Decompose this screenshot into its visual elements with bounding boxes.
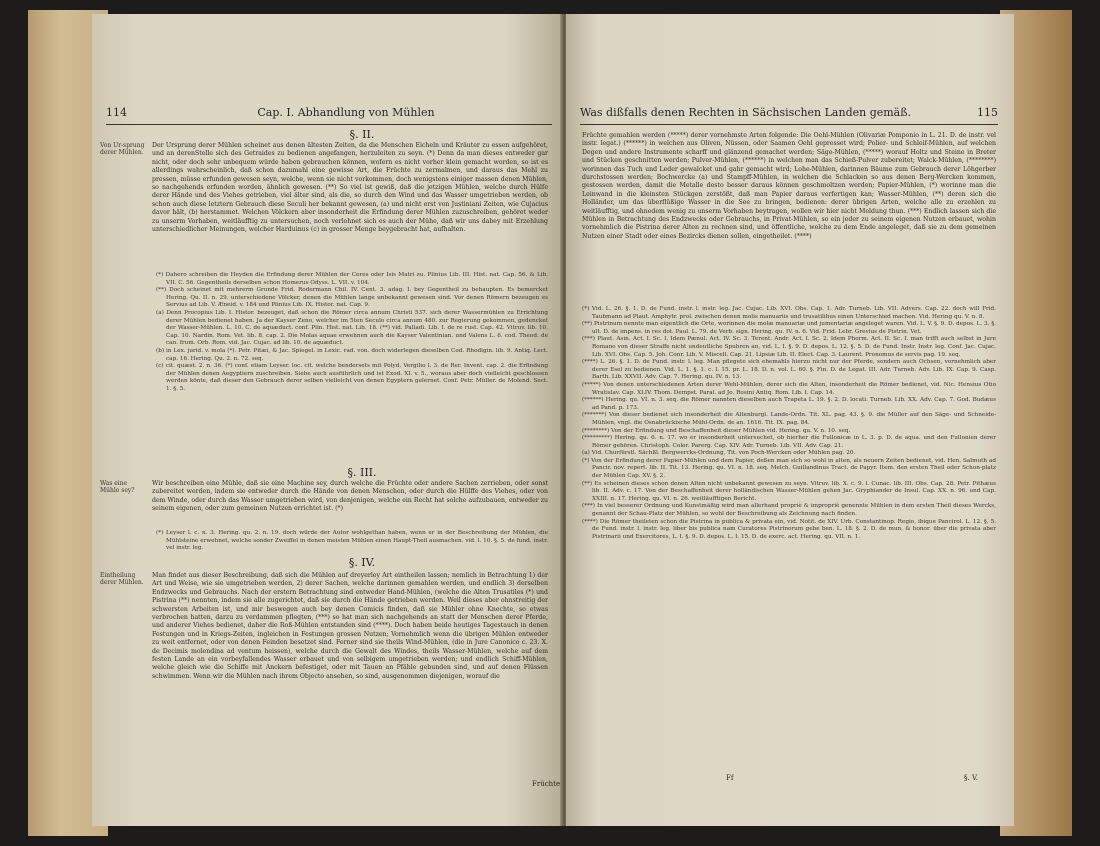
footnote: (*) Leyser l. c. n. 3. Hering. qu. 2. n. 19. doch würde der Autor wohlgethan haben, wenn er in der Beschreibung der Mühlen, die Mühlsteine erwehnet, welche sonder Zweiffel in denen meisten Mühlen einen Haupt-Theil ausmachen. vid. l. 10. §. 5. de fund. instr. vel instr. leg.: [156, 530, 548, 552]
catchword: §. V.: [964, 774, 979, 782]
running-title: Cap. I. Abhandlung von Mühlen: [257, 105, 435, 119]
footnote: (*) Von der Erfindung derer Papier-Mühlen und dem Papier, deßen man sich so wohl in alten, als neuern Zeiten bedienet, vid. Hen. Salmuth ad Pancir. nov. repert. lib. II. Tit. 13. Hering. qu. VI. n. 18. seq. Melch. Guillandinus Tract. de Papyr. Item. den ersten Theil oder Schon-platz der Mühlen Cap. XV. §. 2.: [582, 457, 996, 480]
page-number: 115: [977, 105, 998, 119]
footnote: (**) Pistrinum nennte man eigentlich die Orte, worinnen die molæ manuariæ und jumentariæ angeleget waren. Vid. L. V. §. 9. D. depos. L. 3. §. ult. D. de impens. in res dot. Paul. L. 79. de Verb. sign. Hering. qu. IV. n. 6. Vid. Frid. Lebr. Grevius de Pistrin. Vet.: [582, 321, 996, 335]
section-heading: §. III.: [347, 466, 377, 479]
header-rule: [580, 124, 998, 125]
left-page-header: [106, 102, 552, 122]
page-number: 114: [106, 105, 127, 119]
footnote: (*********) Hering. qu. 6. n. 17. wo er insonderheit untersuchet, ob hierher die Fullonicæ in L. 3. p. D. de aqua. und den Fullonien derer Römer gehören. Christoph. Coler. Parerg. Cap. XIV. Adr. Turneb. Lib. VII. Adv. Cap. 21.: [582, 435, 996, 449]
section-body-text: Wir beschreiben eine Mühle, daß sie eine Machine sey, durch welche die Früchte oder andere Sachen zerrieben, oder sonst zubereitet werden, indem sie entweder durch die Hände von denen Menschen, oder durch die Hülffe des Viehes, oder von dem Winde, oder durch das Wasser umgetrieben wird, von denjenigen, welche ein Recht hat solche aufzubauen, entweder zu seinem eigenen, oder zum gemeinen Nutzen errichtet ist. (*): [152, 480, 548, 513]
footnotes: [156, 530, 548, 556]
footnote: (*******) Von dieser bedienet sich insonderheit die Altenburgl. Lande-Ordn. Tit. XL. pag. 43. §. 9. die Müller auf den Säge- und Schneide-Mühlen, vngl. die Osnabrückische Mühl-Ordn. de an. 1616. Tit. IX. pag. 84.: [582, 412, 996, 426]
right-page: [566, 14, 1014, 826]
footnote: (b) in Lex. jurid. v. mola (*). Petr. Pitæi, & Jac. Spiegel. in Lexic. rad. von. doch widerlegen dieselben Cod. Rhodigin. lib. 9. Antiq. Lect. cap. 16. Hering. Qu. 2. n. 72. seq.: [156, 347, 548, 362]
footnote: (****) L. 26. §. 1. D. de Fund. instr. l. leg. Man pflegete sich ehemahls hierzu nicht nur der Pferde, sondern auch Ochsen, vornehmlich aber derer Esel zu bedienen. Vid. L. 1. §. 1. c. l. 15. pr. L. 18. D. n. vol. L. 60. §. Fin. D. de Legat. III. Adr. Turneb. Adv. Lib. IX. Cap. 9. Casp. Barth. Lib. XXVII. Adv. Cap. 7. Hering. qu. IV. n. 13.: [582, 359, 996, 381]
footnote: (**) Es scheinen dieses schon denen Alten nicht unbekannt gewesen zu seyn. Vitruv. lib. X. c. 9. l. Cunac. lib. III. Obs. Cap. 28. Petr. Pithæus lib. II. Adv. c. 17. Von der Beschaffenheit derer holländischen Wasser-Mühlen gehen Jac. Gryphiander de Insul. Cap. XX. n. 96. und Cap. XXIII. n. 17. Hering. qu. VI. n. 26. weitläufftigen Bericht.: [582, 480, 996, 502]
margin-note: Von Ur-sprung derer Mühlen.: [100, 142, 145, 156]
section-body-text: Man findet aus dieser Beschreibung, daß sich die Mühlen auf dreyerley Art eintheilen lassen; nemlich in Betrachtung 1) der Art und Weise, wie sie umgetrieben werden, 2) derer Sachen, welche darinnen gemahlen werden, und endlich 3) derselben Endzwecks und Gebrauchs. Nach der erstern Betrachtung sind entweder Hand-Mühlen, (welche die Alten Trusatiles (*) und Pistrina (**) nennten, indem sie alle zugerichtet, daß sie durch die Hände getrieben werden. Weil dieses aber ohnstreitig der schwersten Arbeiten ist, und mir beswegen auch bey denen Comicis finden, daß sie Mühler ohne Knechte, so etwas verbrochen hatten, darzu zu verdammen pflegten, (***) so hat man sich nachgehends an statt der Menschen derer Pferde, und anderer Viehes bedienet, daher die Roß-Mühlen entstanden sind (****). Doch haben beide heutiges Tagestauch in denen Festungen und in Kriegs-Zeiten, ingleichen in Festungen grossen Nutzen; Vornehmlich wenn die übrigen Mühlen entweder zu weit entfernet, oder von denen Feinden besetzet sind. Ferner sind sie theils Wind-Mühlen, (die in Jure Canonico c. 23. X. de Decimis molendina ad ventum heissen), welche durch die Gewalt des Windes, theils Wasser-Mühlen, welche auf dem festen Lande an ein vorbeyfallendes Wasser erbauet und von selbigem umgetrieben werden; und endlich Schiff-Mühlen, welche gleich wie die Schiffe mit Anckern befestiget, oder mit Tauen an Pfähle gebunden sind, und auf denen Flüssen schwimmen. Wenn wir die Mühlen nach ihrem Objecto ansehen, so sind, ausgenommen diejenigen, worauf die: [152, 572, 548, 680]
footnote: (*****) Von denen unterschiedenen Arten derer Wehl-Mühlen, derer sich die Alten, insonderheit die Römer bedienet, vid. Nic. Hensius Otio Wratislav. Cap. XLIV. Thom. Dempst. Paral. ad Jo. Rosini Antiq. Rom. Lib. I. Cap. 14.: [582, 381, 996, 396]
signature-mark: Ff: [726, 774, 734, 782]
footnote: (c) cit. quæst. 2. n. 36. (*) conf. etiam Leyser. loc. cit. welche bendersets mit Polyd. Vergilio l. 3. de Rer. Invent. cap. 2. die Erfindung der Mühlen denen Aegyptiern zuschreiben. Siehe auch ausführlich und ist Exod. XI. v. 5., woraus aber doch vielleicht geschlossen werden könte, daß dieser den Gebrauch derer selben vielleicht von denen Egyptern gelernet. Conf. Petr. Müller. de Molend. Sect. 1. §. 5.: [156, 363, 548, 392]
footnote: (*) Dahero schreiben die Heyden die Erfindung derer Mühlen der Ceres oder Isis Matri zu. Plinius Lib. III. Hist. nat. Cap. 56. & Lib. VII. C. 56. Gegentheils derselben schon Homerus Odyss. L. VII. v. 104.: [156, 272, 548, 286]
footnote: (****) Die Römer theileten schon die Pistrina in publica & privata ein, vid. Notit. de XIV. Urb. Constantinop. Regio, ibique Pancirol. L. 12. §. 5. de Fund. instr. l. instr. leg. liber bis publica nam Curatores Pistrinorum gebe ben. L. 18. §. 2. D. de mun. & honor. über die privata aber Pistrinarii und Exercitores, L. I. §. 9. D. depos. L. I. 15. D. de exerc. act. Hering. qu. VII. n. 1.: [582, 518, 996, 540]
footnote: (*) Vid. L. 26. §. 1. D. de Fund. instr. l. instr. leg. Jac. Cujac. Lib. XVI. Obs. Cap. 1. Adr. Turneb. Lib. VII. Advers. Cap. 22. doch will Frid. Taubmann ad Plaut. Amphytr. prol. zwischen denen molis manuariis und trusatilibus einen Unterschied machen. Vid. Hering qu. V. n. 8.: [582, 306, 996, 320]
catchword: Früchte: [532, 780, 561, 788]
footnote: (******) Hering. qu. VI. n. 3. seq. die Römer nannten dieselben auch Trapeta L. 19. §. 2. D. locati. Turneb. Lib. XX. Adv. Cap. 7. God. Budæus ad Pand. p. 173.: [582, 397, 996, 411]
margin-note: Eintheilung derer Mühlen.: [100, 572, 144, 586]
footnote: (***) Plaut. Asin. Act. I. Sc. I. Idem Pænul. Act. IV. Sc. 3. Terent. Andr. Act. I. Sc. 2. Idem Phorm. Act. II. Sc. I. man trifft auch selbst in Jure Romano von dieser Straffe nicht undeutliche Spuhren an, vid. L. I. §. 9. D. depos. L. 12. §. 5. D. de Fund. Instr. Instr. leg. Conf. Jac. Cujac. Lib. XVI. Obs. Cap. 5. Joh. Conr. Lib. V. Miscell. Cap. 21. Lipsiæ Lib. II. Elect. Cap. 3. Laurent. Pronomus de servis pag. 19. seq.: [582, 336, 996, 358]
left-page: [92, 14, 562, 826]
section-heading: §. IV.: [348, 556, 376, 569]
margin-note: Was eine Mühle sey?: [100, 480, 135, 494]
footnotes: [156, 272, 548, 462]
right-page-header: [580, 102, 998, 122]
header-rule: [106, 124, 552, 125]
footnote: (a) Vid. Churfürstl. Sächßl. Bergwercks-Ordnung, Tit. von Poch-Wercken oder Mühlen pag. 20.: [582, 450, 856, 457]
section-body-text: Der Ursprung derer Mühlen scheinet aus denen ältesten Zeiten, da die Menschen Eicheln und Kräuter zu essen aufgehöret, und an derenStelle sich des Getraides zu bedienen angefangen, herzuleiten zu seyn. (*) Denn da man dieses entweder gar nicht, oder doch sehr unbequem würde haben gebrauchen können, wofern es nicht vorher klein gemacht worden, so ist es allerdings wahrscheinlich, daß schon dazumahl eine gewisse Art, die Früchte zu zermalmen, und daraus das Mehl zu pressen, müsse erfunden gewesen seyn, welche, wenn sie nicht vorkommen, doch wenigstens einiger massen denen Mühlen, so nachgehends erfunden worden, ähnlich gewesen. (**) So viel ist gewiß, daß die jetzigen Mühlen, welche durch Hülfe derer Hände und des Viehes getrieben, viel älter sind, als die, so durch den Wind und das Wasser umgetrieben werden, ob schon auch diese letztern Gebrauch diese Seculi her bekannt gewesen, (a) und nicht erst von Justiniani Zeiten, wie Cujacius davor hält, (b) herstammet. Welchen Völckern aber insonderheit die Erfindung derer Mühlen zuzuschreiben, gehöret weder zu unserm Vorhaben, weitläufftig zu untersuchen, noch verlohnet sich es auch der Mühe, daß wir uns dabey mit Erzehlung unterschiedlicher Meinungen, welcher Harduinus (c) in grosser Menge beygebracht hat, aufhalten.: [152, 142, 548, 234]
footnote: (********) Von der Erfindung und Beschaffenheit dieser Mühlen vid. Hering. qu. V. n. 10. seq.: [582, 427, 851, 434]
footnote: (a) Denn Procopius Lib. I. Histor. bezeuget, daß schon die Römer circa annum Christi 537. sich derer Wassermühlen zu Errichtung derer Mühlen bedienet haben. Ja der Kayser Zeno, welcher im 5ten Seculo circa annum 480. zur Regierung gekommen, gedencket der Wasser-Mühlen. L. 10. C. de aquæduct. conf. Plin. Hist. nat. Lib. 18. (**) vid. Palladi. Lib. I. de re rust. Cap. 42. Vitruv. lib. 10. Cap. 10. Nardin. Rom. Vet. lib. 8. cap. 2. Die Molas aquae erwehnen auch die Kayser Valentinian. und Valens L. 6. cod. Theod. de can. frum. Orb. Rom. vid. Jac. Cujac. ad lib. 10. de aquæduct.: [156, 309, 548, 347]
footnote: (***) In viel besserer Ordnung und Kunstmäßig wird man allerhand propriè & impropriè genennte Mühlen in dem ersten Theil dieses Wercks, genannt der Schau-Platz der Mühlen, so wohl der Beschreibung als Zeichnung nach finden.: [582, 503, 996, 518]
footnotes: [582, 306, 996, 768]
running-title: Was dißfalls denen Rechten in Sächsischen Landen gemäß.: [580, 105, 912, 119]
footnote: (**) Doch scheinet mit mehrerm Grunde Frid. Rodermann Chil. IV. Cent. 3. adag. I. bey Gegentheil zu behaupten. Es bemercket Hering. Qu. II. n. 29. unterschiedene Völcker, denen die Mühlen lange unbekannt gewesen sind. Vor denen Römern bezeugen es Servius ad Lib. V. Æneid. v. 184 und Plinius Lib. IX. Histor. nat. Cap. 9.: [156, 287, 548, 309]
body-text: Früchte gemahlen werden (*****) derer vornehmste Arten folgende: Die Oehl-Mühlen (Olivariæ Pomponio in L. 21. D. de instr. vel instr. legat.) (******) in welchen aus Oliven, Nüssen, oder Saamen Oehl gepresset wird; Polier- und Schleif-Mühlen, auf welchen Degen und andere Instrumente scharff und glänzend gemachet werden; Säge-Mühlen, (*****) worauf Holtz und Steine in Breter und Stücken geschnitten werden; Pulver-Mühlen, (******) in welchen man das Schieß-Pulver zubereitet; Walck-Mühlen, (********) worinnen das Tuch und Leder gewalcket und gahr gemacht wird; Lohe-Mühlen, darinnen Bäume zum Gebrauch derer Löhgerber durchstossen werden; Bochwercke (a) und Stampff-Mühlen, in welchen die Schlacken so aus denen Berg-Wercken kommen, gestossen werden, damit die Metalle desto besser daraus können geschmoltzen werden; Papier-Mühlen, (*) worinne man die Leinwand in die kleinsten Stückgen zerstößt, daß man Papier daraus verfertigen kan; Wasser-Mühlen, (**) deren sich die Holländer, um das überflüßige Wasser in die See zu bringen, bedienen: derer übrigen Arten, welche alle zu erzehlen zu weitläufftig, und ohnedem wenig zu unserm Vorhaben beytragen, wollen wir hier nicht Meldung thun. (***) Endlich lassen sich die Mühlen in Betrachtung des Endzwecks oder Gebrauchs, in Privat-Mühlen, so ein jeder zu seinem eigenen Nutzen erbauet, wohin vornehmlich die Pistrina derer Alten zu rechnen sind, und öffentliche, welche zu dem Ende angeleget, daß sie zu dem gemeinen Nutzen einer Stadt oder eines Bezircks dienen sollen, eingetheilet. (****): [582, 132, 996, 240]
section-heading: §. II.: [349, 128, 375, 141]
